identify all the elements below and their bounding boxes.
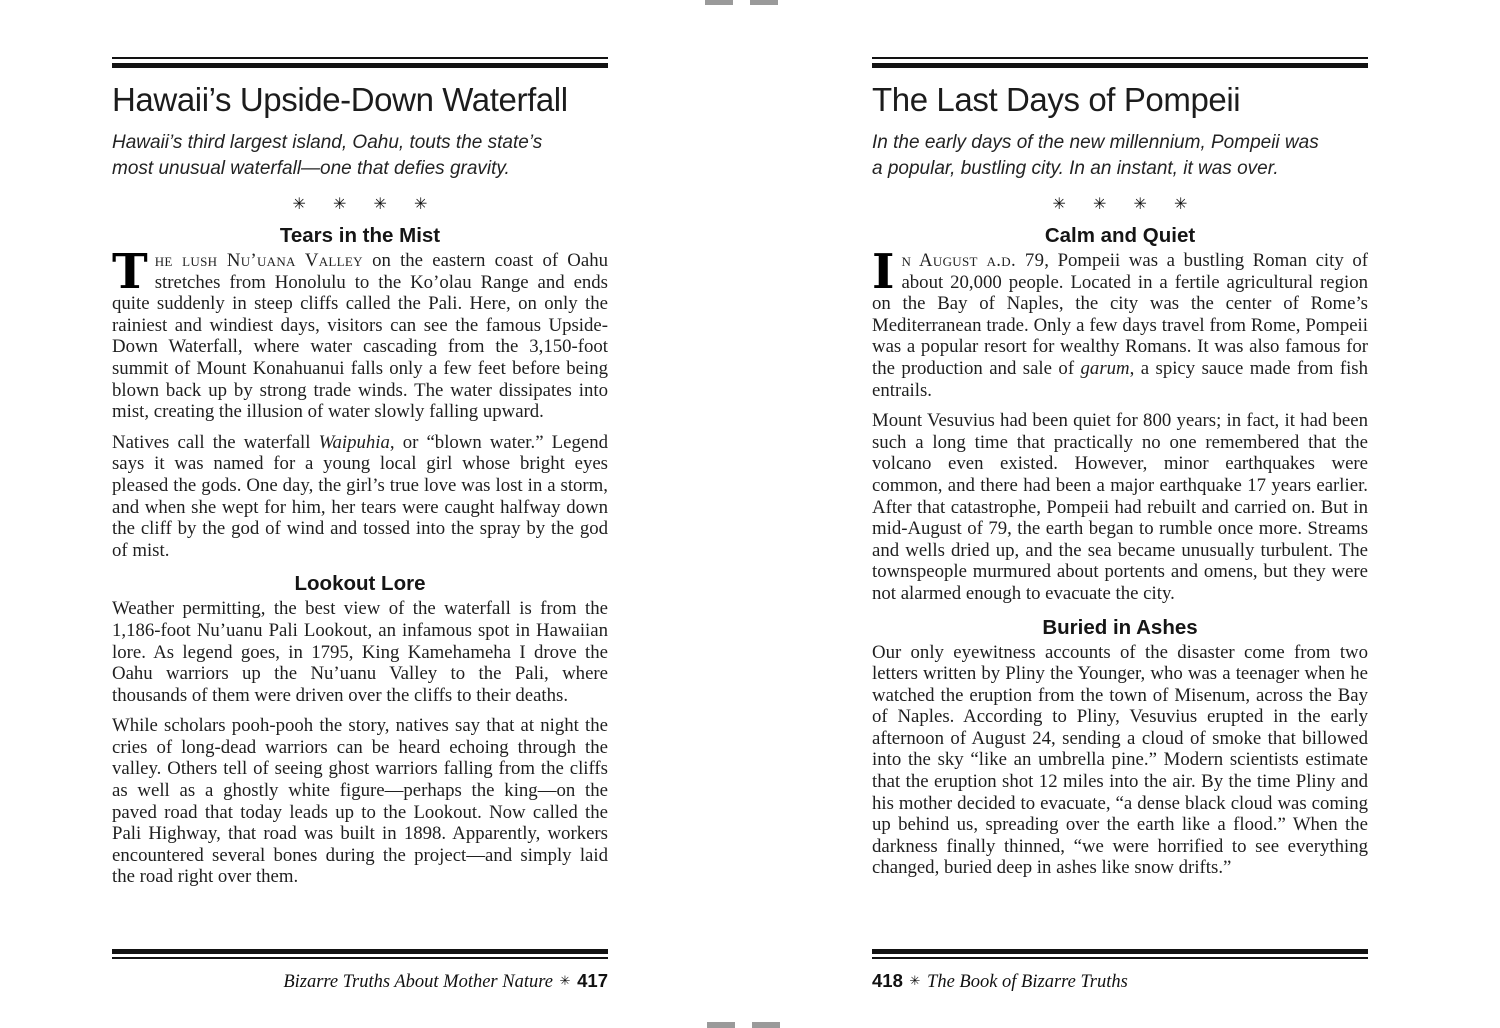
footer-rule-thick bbox=[872, 949, 1368, 954]
page-number: 418 bbox=[872, 970, 903, 991]
ornament-row: ✳ ✳ ✳ ✳ bbox=[292, 194, 428, 213]
header-rule-thin bbox=[112, 57, 608, 59]
page-footer bbox=[872, 949, 1368, 993]
body-paragraph bbox=[872, 410, 1368, 604]
italic-term: Waipuhia bbox=[318, 431, 390, 453]
asterisk-ornament-icon: ✳ bbox=[559, 974, 571, 989]
article-subtitle bbox=[112, 130, 608, 181]
article-body bbox=[872, 224, 1368, 879]
text-run: on the eastern coast of Oahu stretches from Honolulu to the Ko’olau Range and ends quite suddenly in steep cliffs called the Pali. Here, on only the rainiest and windiest days, visitors can see the famous Upside-Down Waterfall, where water cascading from the 3,150-foot summit of Mount Konahuanui falls only a few feet before being blown back up by strong trade winds. The water dissipates into mist, creating the illusion of water slowly falling upward. bbox=[112, 250, 608, 423]
section-heading: Calm and Quiet bbox=[1044, 224, 1196, 247]
section-heading: Tears in the Mist bbox=[279, 224, 441, 247]
page-footer bbox=[112, 949, 608, 993]
footer-rule-thick bbox=[112, 949, 608, 954]
article-subtitle bbox=[872, 130, 1368, 181]
subtitle-line: a popular, bustling city. In an instant, it was over. bbox=[872, 157, 1279, 179]
article-body bbox=[112, 224, 608, 888]
section-heading: Lookout Lore bbox=[294, 572, 426, 596]
subtitle-line: most unusual waterfall—one that defies gravity. bbox=[112, 157, 510, 179]
text-run: Mount Vesuvius had been quiet for 800 years; in fact, it had been such a long time that practically no one remembered that the volcano even existed. However, minor earthquakes were common, and there had been a major earthquake 17 years earlier. After that catastrophe, Pompeii had rebuilt and carried on. But in mid-August of 79, the earth began to rumble once more. Streams and wells dried up, and the sea became unusually turbulent. The townspeople murmured about portents and omens, but they were not alarmed enough to evacuate the city. bbox=[872, 410, 1368, 604]
footer-rule-thin bbox=[872, 957, 1368, 959]
page-number: 417 bbox=[577, 970, 608, 991]
header-rule bbox=[872, 57, 1368, 68]
page-right bbox=[750, 0, 1500, 1028]
body-paragraph bbox=[112, 432, 608, 562]
header-rule-thin bbox=[872, 57, 1368, 59]
body-paragraph bbox=[872, 244, 1369, 401]
small-caps-lead: he lush Nu’uana Valley bbox=[154, 250, 363, 271]
header-rule-thick bbox=[112, 63, 608, 68]
footer-book-title: Bizarre Truths About Mother Nature bbox=[283, 972, 553, 992]
text-run: While scholars pooh-pooh the story, natives say that at night the cries of long-dead warriors can be heard echoing through the valley. Others tell of seeing ghost warriors falling from the cliffs as well as a ghostly white figure—perhaps the king—on the paved road that today leads up to the Lookout. Now called the Pali Highway, that road was built in 1898. Apparently, workers encountered several bones during the project—and simply laid the road right over them. bbox=[112, 715, 608, 888]
running-footer bbox=[112, 970, 608, 993]
footer-book-title: The Book of Bizarre Truths bbox=[927, 972, 1128, 992]
small-caps-lead: n August a.d. 79 bbox=[901, 250, 1045, 271]
text-run: , Pompeii was a bustling Roman city of about 20,000 people. Located in a fertile agricultural region on the Bay of Naples, the city was the center of Rome’s Mediterranean trade. Only a few days travel from Rome, Pompeii was a popular resort for wealthy Romans. It was also famous for the production and sale of bbox=[872, 250, 1368, 379]
header-rule-thick bbox=[872, 63, 1368, 68]
text-run: , a spicy sauce made from fish entrails. bbox=[872, 357, 1369, 401]
text-run: Weather permitting, the best view of the waterfall is from the 1,186-foot Nu’uanu Pali Lookout, an infamous spot in Hawaiian lore. As legend goes, in 1795, King Kamehameha I drove the Oahu warriors up the Nu’uanu Valley to the Pali, where thousands of them were driven over the cliffs to their deaths. bbox=[112, 598, 608, 706]
article-title: Hawaii’s Upside-Down Waterfall bbox=[112, 81, 568, 118]
subtitle-line: Hawaii’s third largest island, Oahu, touts the state’s bbox=[112, 132, 543, 153]
italic-term: garum bbox=[1080, 357, 1130, 379]
text-run: Natives call the waterfall bbox=[112, 431, 319, 453]
running-footer bbox=[872, 970, 1368, 993]
body-paragraph bbox=[112, 598, 608, 706]
header-rule bbox=[112, 57, 608, 68]
drop-cap: T bbox=[112, 244, 148, 300]
article-title: The Last Days of Pompeii bbox=[872, 81, 1241, 118]
body-paragraph bbox=[872, 642, 1368, 880]
body-paragraph bbox=[112, 715, 608, 888]
body-paragraph bbox=[112, 244, 608, 423]
page-right-content bbox=[872, 0, 1368, 879]
page-left-content bbox=[112, 0, 608, 888]
text-run: , or “blown water.” Legend says it was named for a young local girl whose bright eyes pleased the gods. One day, the girl’s true love was lost in a storm, and when she wept for him, her tears were caught halfway down the cliff by the god of wind and tossed into the spray by the god of mist. bbox=[112, 431, 608, 561]
subtitle-line: In the early days of the new millennium, Pompeii was bbox=[872, 132, 1319, 153]
text-run: Our only eyewitness accounts of the disaster come from two letters written by Pliny the Younger, who was a teenager when he watched the eruption from the town of Misenum, across the Bay of Naples. According to Pliny, Vesuvius erupted in the early afternoon of August 24, sending a cloud of smoke that billowed into the sky “like an umbrella pine.” Modern scientists estimate that the eruption shot 12 miles into the air. By the time Pliny and his mother decided to evacuate, “a dense black cloud was coming up behind us, spreading over the earth like a flood.” When the darkness finally thinned, “we were horrified to see everything changed, buried deep in ashes like snow drifts.” bbox=[872, 641, 1368, 879]
drop-cap: I bbox=[872, 244, 895, 300]
footer-rule-thin bbox=[112, 957, 608, 959]
asterisk-ornament-icon: ✳ bbox=[909, 974, 921, 989]
section-heading: Buried in Ashes bbox=[1042, 615, 1198, 639]
ornament-row: ✳ ✳ ✳ ✳ bbox=[1052, 194, 1188, 213]
